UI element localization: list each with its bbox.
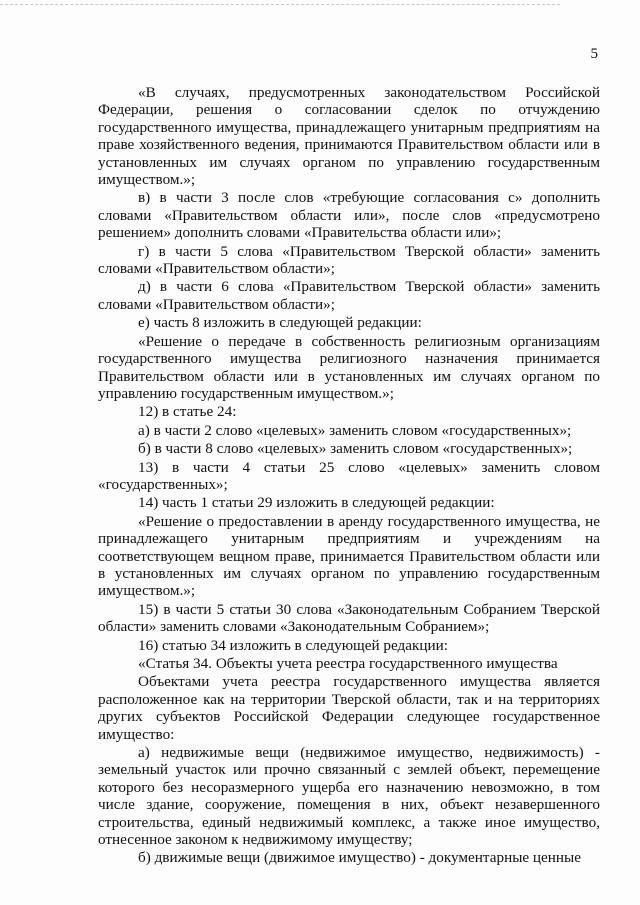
paragraph: г) в части 5 слова «Правительством Тверской области» заменить словами «Правительством области»;	[98, 242, 600, 278]
paragraph: в) в части 3 после слов «требующие согласования с» дополнить словами «Правительством области или», после слов «предусмотрено решением» дополнить словами «Правительства области или»;	[98, 189, 600, 242]
paragraph: а) недвижимые вещи (недвижимое имущество, недвижимость) - земельный участок или прочно связанный с землей объект, перемещение которого без несоразмерного ущерба его назначению невозможно, в том числе здание, сооружение, помещения в них, объект незавершенного строительства, единый недвижимый комплекс, а также иное имущество, отнесенное законом к недвижимому имуществу;	[98, 744, 600, 849]
page-number: 5	[590, 46, 598, 62]
document-body	[98, 84, 600, 868]
paragraph: 12) в статье 24:	[138, 403, 237, 421]
paragraph: б) в части 8 слово «целевых» заменить словом «государственных»;	[138, 440, 573, 458]
paragraph: б) движимые вещи (движимое имущество) - документарные ценные	[138, 849, 582, 867]
paragraph: «Решение о передаче в собственность религиозным организациям государственного имущества религиозного назначения принимается Правительством области или в установленных им случаях органом по управлению государственным имуществом.»;	[98, 332, 600, 402]
paragraph: 15) в части 5 статьи 30 слова «Законодательным Собранием Тверской области» заменить словами «Законодательным Собранием»;	[98, 600, 600, 636]
paragraph: е) часть 8 изложить в следующей редакции:	[138, 314, 422, 332]
paragraph: 16) статью 34 изложить в следующей редакции:	[138, 636, 448, 654]
paragraph: Объектами учета реестра государственного имущества является расположенное как на территории Тверской области, так и на территориях других субъектов Российской Федерации следующее государственное имущество:	[98, 673, 600, 743]
paragraph: а) в части 2 слово «целевых» заменить словом «государственных»;	[138, 421, 572, 439]
paragraph: д) в части 6 слова «Правительством Тверской области» заменить словами «Правительством области»;	[98, 278, 600, 313]
paragraph: 14) часть 1 статьи 29 изложить в следующей редакции:	[138, 494, 495, 512]
paragraph: «В случаях, предусмотренных законодательством Российской Федерации, решения о согласовании сделок по отчуждению государственного имущества, принадлежащего унитарным предприятиям на праве хозяйственного ведения, принимаются Правительством области или в установленных им случаях органом по управлению государственным имуществом.»;	[98, 84, 600, 189]
scan-edge-line	[0, 4, 560, 5]
paragraph: «Решение о предоставлении в аренду государственного имущества, не принадлежащего унитарным предприятиям и учреждениям на соответствующем вещном праве, принимается Правительством области или в установленных им случаях органом по управлению государственным имуществом.»;	[98, 512, 600, 600]
article-heading: «Статья 34. Объекты учета реестра государственного имущества	[138, 655, 558, 672]
paragraph: 13) в части 4 статьи 25 слово «целевых» заменить словом «государственных»;	[98, 458, 600, 493]
